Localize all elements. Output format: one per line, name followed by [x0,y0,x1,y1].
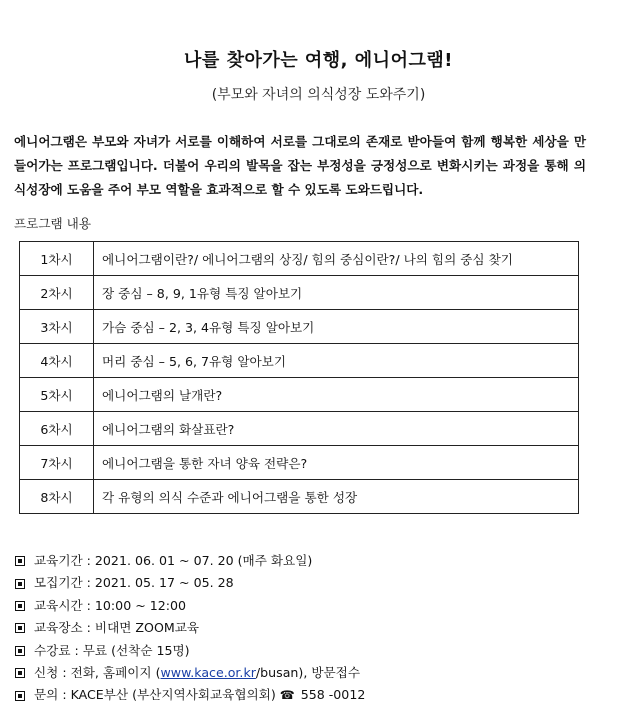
info-recruit: 모집기간 : 2021. 05. 17 ~ 05. 28 [34,575,234,591]
info-contact-phone: 558 -0012 [300,687,366,703]
intro-paragraph: 에니어그램은 부모와 자녀가 서로를 이해하여 서로를 그대로의 존재로 받아들여 함께 행복한 세상을 만들어가는 프로그램입니다. 더불어 우리의 발목을 잡는 부정성을 긍정성으로 변화시키는 과정을 통해 의식성장에 도움을 주어 부모 역할을 효과적으로 할 수 있도록 도와드립니다. [14,134,586,197]
square-bullet-icon [15,691,25,701]
page-subtitle: (부모와 자녀의 의식성장 도와주기) [211,87,426,103]
info-fee: 수강료 : 무료 (선착순 15명) [34,642,190,658]
square-bullet-icon [15,556,25,566]
content-cell: 에니어그램이란?/ 에니어그램의 상징/ 힘의 중심이란?/ 나의 힘의 중심 찾기 [94,242,579,276]
info-contact-prefix: 문의 : KACE부산 (부산지역사회교육협의회) [34,687,276,703]
program-table [19,241,579,514]
content-cell: 머리 중심 – 5, 6, 7유형 알아보기 [94,344,579,378]
table-row [20,412,579,446]
info-apply-suffix: /busan), 방문접수 [255,664,360,680]
info-item-period [14,550,365,572]
content-cell: 에니어그램의 날개란? [94,378,579,412]
session-cell: 2차시 [20,276,94,310]
info-item-recruit [14,572,365,594]
session-cell: 5차시 [20,378,94,412]
session-cell: 8차시 [20,480,94,514]
session-cell: 1차시 [20,242,94,276]
session-cell: 6차시 [20,412,94,446]
content-cell: 각 유형의 의식 수준과 에니어그램을 통한 성장 [94,480,579,514]
square-bullet-icon [15,668,25,678]
table-row [20,480,579,514]
square-bullet-icon [15,646,25,656]
program-section-label: 프로그램 내용 [14,216,91,231]
homepage-link[interactable]: www.kace.or.kr [160,664,256,680]
info-apply-prefix: 신청 : 전화, 홈페이지 ( [34,664,161,680]
table-row [20,378,579,412]
square-bullet-icon [15,601,25,611]
info-item-place [14,617,365,639]
session-cell: 7차시 [20,446,94,480]
info-period: 교육기간 : 2021. 06. 01 ~ 07. 20 (매주 화요일) [34,553,313,568]
table-row [20,242,579,276]
info-list [14,550,365,707]
phone-icon: ☎ [279,688,295,703]
info-place: 교육장소 : 비대면 ZOOM교육 [34,620,200,636]
info-time: 교육시간 : 10:00 ~ 12:00 [34,597,187,613]
table-row [20,276,579,310]
page-title: 나를 찾아가는 여행, 에니어그램! [184,50,453,71]
session-cell: 3차시 [20,310,94,344]
content-cell: 장 중심 – 8, 9, 1유형 특징 알아보기 [94,276,579,310]
info-item-time [14,595,365,617]
content-cell: 에니어그램의 화살표란? [94,412,579,446]
info-item-contact [14,684,365,706]
content-cell: 에니어그램을 통한 자녀 양육 전략은? [94,446,579,480]
square-bullet-icon [15,579,25,589]
info-item-apply [14,662,365,684]
square-bullet-icon [15,623,25,633]
info-item-fee [14,640,365,662]
table-row [20,446,579,480]
session-cell: 4차시 [20,344,94,378]
content-cell: 가슴 중심 – 2, 3, 4유형 특징 알아보기 [94,310,579,344]
table-row [20,344,579,378]
table-row [20,310,579,344]
